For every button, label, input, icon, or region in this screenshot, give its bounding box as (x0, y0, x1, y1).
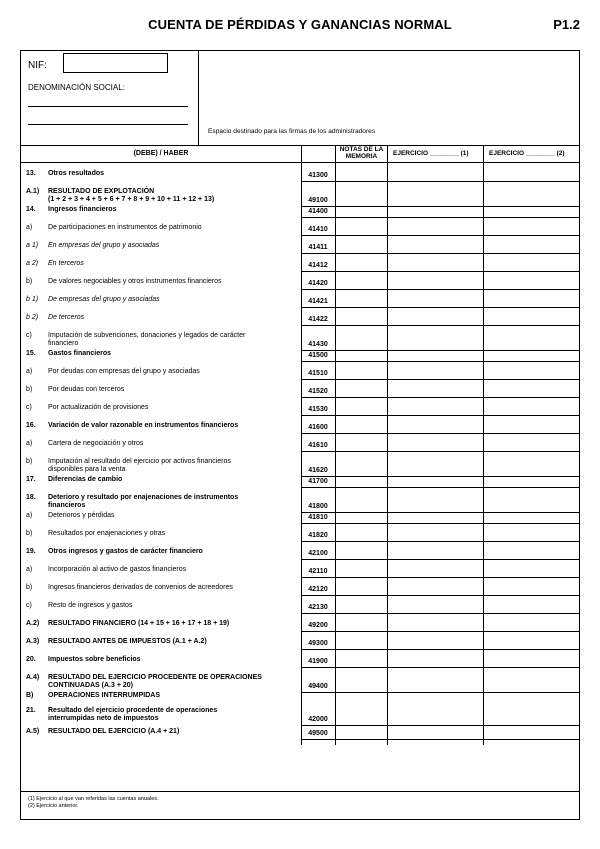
code-cell (301, 704, 335, 726)
row-number: a) (26, 440, 33, 447)
row-code: 41410 (308, 226, 328, 233)
row-number: a 1) (26, 242, 39, 249)
code-cell (301, 671, 335, 693)
row-code: 42100 (308, 550, 328, 557)
ejercicio-2-cell[interactable] (483, 635, 579, 650)
row-label-text: De empresas del grupo y asociadas (48, 296, 160, 303)
row-number: b 2) (26, 314, 39, 321)
ejercicio-1-cell[interactable] (387, 401, 483, 416)
row-label (48, 476, 122, 484)
row-label (48, 584, 233, 592)
code-cell (301, 365, 335, 380)
ejercicio-2-cell[interactable] (483, 275, 579, 290)
header-section (21, 51, 579, 146)
code-cell (301, 509, 335, 524)
ejercicio-2-cell[interactable] (483, 293, 579, 308)
row-label-text-2: (1 + 2 + 3 + 4 + 5 + 6 + 7 + 8 + 9 + 10 + 11 + 12 + 13) (48, 196, 215, 203)
code-cell (301, 545, 335, 560)
row-number: 18. (26, 494, 36, 501)
row-label (48, 728, 179, 736)
row-label (48, 170, 104, 178)
row-code: 42000 (308, 716, 328, 723)
row-label (48, 638, 207, 646)
ejercicio-1-cell[interactable] (387, 167, 483, 182)
row-code: 42120 (308, 586, 328, 593)
row-number: 21. (26, 707, 36, 714)
row-label-text: En terceros (48, 260, 84, 267)
code-cell (301, 617, 335, 632)
ejercicio-2-cell[interactable] (483, 221, 579, 236)
row-label (48, 278, 222, 286)
row-number: a 2) (26, 260, 39, 267)
row-label-text: RESULTADO ANTES DE IMPUESTOS (A.1 + A.2) (48, 638, 207, 645)
company-box (21, 51, 199, 145)
ejercicio-1-cell[interactable] (387, 257, 483, 272)
row-label-text: Incorporación al activo de gastos financieros (48, 566, 187, 573)
ejercicio-1-cell[interactable] (387, 365, 483, 380)
row-code: 41530 (308, 406, 328, 413)
ejercicio-2-cell[interactable] (483, 473, 579, 488)
column-divider (387, 145, 388, 745)
notes-cell[interactable] (335, 437, 387, 452)
row-code: 41510 (308, 370, 328, 377)
code-cell (301, 419, 335, 434)
ejercicio-1-cell[interactable] (387, 527, 483, 542)
col-notas: NOTAS DE LA MEMORIA (335, 145, 387, 162)
ejercicio-1-cell[interactable] (387, 239, 483, 254)
ejercicio-1-cell[interactable] (387, 653, 483, 668)
row-label-text: Resultados por enajenaciones y otras (48, 530, 166, 537)
row-label (48, 494, 238, 510)
notes-cell[interactable] (335, 635, 387, 650)
row-code: 41500 (308, 352, 328, 359)
ejercicio-1-cell[interactable] (387, 581, 483, 596)
code-cell (301, 311, 335, 326)
row-label-text: RESULTADO DEL EJERCICIO PROCEDENTE DE OPERACIONES (48, 674, 262, 681)
notes-cell[interactable] (335, 563, 387, 578)
ejercicio-2-cell[interactable] (483, 617, 579, 632)
notes-cell[interactable] (335, 509, 387, 524)
notes-cell[interactable] (335, 239, 387, 254)
row-code: 41800 (308, 503, 328, 510)
row-label (48, 260, 84, 268)
row-label-text: De participaciones en instrumentos de patrimonio (48, 224, 202, 231)
row-label (48, 296, 160, 304)
notes-cell[interactable] (335, 221, 387, 236)
ejercicio-2-cell[interactable] (483, 419, 579, 434)
row-code: 41420 (308, 280, 328, 287)
ejercicio-2-cell[interactable] (483, 257, 579, 272)
notes-cell[interactable] (335, 167, 387, 182)
footnote-1: (1) Ejercicio al que van referidas las cuentas anuales. (28, 796, 159, 802)
row-label (48, 206, 116, 214)
ejercicio-1-cell[interactable] (387, 293, 483, 308)
row-label-text: Por deudas con empresas del grupo y asociadas (48, 368, 200, 375)
code-cell (301, 473, 335, 488)
code-cell (301, 347, 335, 362)
row-number: A.4) (26, 674, 40, 681)
denominacion-label: DENOMINACIÓN SOCIAL: (28, 83, 125, 92)
row-code: 41610 (308, 442, 328, 449)
row-code: 49400 (308, 683, 328, 690)
row-number: a) (26, 368, 33, 375)
row-label (48, 332, 245, 348)
row-code: 41300 (308, 172, 328, 179)
row-label-text-2: financiero (48, 340, 79, 347)
ejercicio-2-cell[interactable] (483, 203, 579, 218)
row-number: A.1) (26, 188, 40, 195)
ejercicio-1-cell[interactable] (387, 311, 483, 326)
row-label-text: RESULTADO FINANCIERO (14 + 15 + 16 + 17 + 18 + 19) (48, 620, 230, 627)
ejercicio-2-cell[interactable] (483, 671, 579, 693)
code-cell (301, 527, 335, 542)
notes-cell[interactable] (335, 419, 387, 434)
code-cell (301, 203, 335, 218)
code-cell (301, 383, 335, 398)
ejercicio-2-cell[interactable] (483, 527, 579, 542)
row-label (48, 368, 200, 376)
notes-cell[interactable] (335, 671, 387, 693)
row-label-text: Gastos financieros (48, 350, 112, 357)
notes-cell[interactable] (335, 383, 387, 398)
ejercicio-2-cell[interactable] (483, 725, 579, 740)
row-number: B) (26, 692, 34, 699)
row-label-text: Cartera de negociación y otros (48, 440, 144, 447)
row-code: 49100 (308, 197, 328, 204)
row-label (48, 602, 132, 610)
code-cell (301, 599, 335, 614)
row-label-text: Ingresos financieros (48, 206, 117, 213)
ejercicio-1-cell[interactable] (387, 347, 483, 362)
row-label (48, 674, 262, 690)
ejercicio-2-cell[interactable] (483, 599, 579, 614)
ejercicio-1-cell[interactable] (387, 563, 483, 578)
notes-cell[interactable] (335, 653, 387, 668)
row-label-text: RESULTADO DE EXPLOTACIÓN (48, 188, 155, 195)
notes-cell[interactable] (335, 581, 387, 596)
ejercicio-2-cell[interactable] (483, 653, 579, 668)
code-cell (301, 437, 335, 452)
row-label-text-2: CONTINUADAS (A.3 + 20) (48, 682, 133, 689)
row-label (48, 404, 148, 412)
ejercicio-1-cell[interactable] (387, 437, 483, 452)
row-code: 41820 (308, 532, 328, 539)
ejercicio-1-cell[interactable] (387, 221, 483, 236)
row-label-text: Diferencias de cambio (48, 476, 123, 483)
notes-cell[interactable] (335, 257, 387, 272)
row-label (48, 386, 124, 394)
row-label-text: RESULTADO DEL EJERCICIO (A.4 + 21) (48, 728, 180, 735)
ejercicio-1-cell[interactable] (387, 473, 483, 488)
row-label-text: Deterioro y resultado por enajenaciones de instrumentos (48, 494, 239, 501)
row-number: 14. (26, 206, 36, 213)
ejercicio-1-cell[interactable] (387, 383, 483, 398)
notes-cell[interactable] (335, 293, 387, 308)
ejercicio-2-cell[interactable] (483, 704, 579, 726)
row-code: 41411 (308, 244, 328, 251)
row-label-text: Resultado del ejercicio procedente de operaciones (48, 707, 218, 714)
notes-cell[interactable] (335, 473, 387, 488)
page-title: CUENTA DE PÉRDIDAS Y GANANCIAS NORMAL (148, 17, 452, 32)
row-number: a) (26, 512, 33, 519)
row-label (48, 566, 186, 574)
row-code: 49200 (308, 622, 328, 629)
ejercicio-1-cell[interactable] (387, 725, 483, 740)
row-number: 17. (26, 476, 36, 483)
row-label (48, 242, 159, 250)
row-code: 41810 (308, 514, 328, 521)
code-cell (301, 239, 335, 254)
ejercicio-2-cell[interactable] (483, 365, 579, 380)
row-code: 41421 (308, 298, 328, 305)
row-label (48, 458, 231, 474)
ejercicio-1-cell[interactable] (387, 275, 483, 290)
row-code: 49500 (308, 730, 328, 737)
ejercicio-1-cell[interactable] (387, 203, 483, 218)
footnotes (28, 796, 159, 810)
row-label (48, 350, 111, 358)
ejercicio-2-cell[interactable] (483, 167, 579, 182)
row-code: 41412 (308, 262, 328, 269)
ejercicio-1-cell[interactable] (387, 617, 483, 632)
row-code: 41430 (308, 341, 328, 348)
row-code: 41900 (308, 658, 328, 665)
footnote-2: (2) Ejercicio anterior. (28, 803, 79, 809)
ejercicio-2-cell[interactable] (483, 347, 579, 362)
row-number: 20. (26, 656, 36, 663)
code-cell (301, 275, 335, 290)
code-cell (301, 653, 335, 668)
notes-cell[interactable] (335, 311, 387, 326)
notes-cell[interactable] (335, 527, 387, 542)
table-row (21, 692, 579, 704)
row-number: b) (26, 278, 33, 285)
row-number: A.3) (26, 638, 40, 645)
row-label-text-2: interrumpidas neto de impuestos (48, 715, 159, 722)
col-debe-haber: (DEBE) / HABER (133, 150, 189, 157)
row-number: 16. (26, 422, 36, 429)
footer-divider (21, 791, 579, 792)
row-code: 49300 (308, 640, 328, 647)
row-label-text: Por deudas con terceros (48, 386, 125, 393)
code-cell (301, 725, 335, 740)
ejercicio-2-cell[interactable] (483, 239, 579, 254)
row-label-text: Por actualización de provisiones (48, 404, 149, 411)
row-label-text: Otros resultados (48, 170, 105, 177)
row-label (48, 707, 217, 723)
row-number: b 1) (26, 296, 39, 303)
row-label (48, 620, 229, 628)
row-label (48, 188, 214, 204)
row-code: 41520 (308, 388, 328, 395)
nif-label: NIF: (28, 60, 47, 71)
code-cell (301, 635, 335, 650)
code-cell (301, 221, 335, 236)
ejercicio-1-cell[interactable] (387, 704, 483, 726)
row-label-text: Impuestos sobre beneficios (48, 656, 141, 663)
row-number: b) (26, 584, 33, 591)
ejercicio-1-cell[interactable] (387, 599, 483, 614)
notes-cell[interactable] (335, 725, 387, 740)
ejercicio-2-cell[interactable] (483, 437, 579, 452)
notes-cell[interactable] (335, 275, 387, 290)
row-label (48, 440, 143, 448)
ejercicio-2-cell[interactable] (483, 563, 579, 578)
ejercicio-1-cell[interactable] (387, 671, 483, 693)
row-label-text: Variación de valor razonable en instrumentos financieros (48, 422, 239, 429)
ejercicio-2-cell[interactable] (483, 545, 579, 560)
denominacion-line-2[interactable] (28, 124, 188, 125)
row-number: 15. (26, 350, 36, 357)
col-ejercicio-2: EJERCICIO ________ (2) (483, 145, 579, 162)
row-label (48, 422, 238, 430)
row-code: 41700 (308, 478, 328, 485)
ejercicio-1-cell[interactable] (387, 545, 483, 560)
row-number: 19. (26, 548, 36, 555)
code-cell (301, 563, 335, 578)
row-number: b) (26, 458, 33, 465)
ejercicio-1-cell[interactable] (387, 509, 483, 524)
row-number: c) (26, 332, 32, 339)
ejercicio-2-cell[interactable] (483, 509, 579, 524)
row-code: 41422 (308, 316, 328, 323)
row-label-text: Ingresos financieros derivados de convenios de acreedores (48, 584, 233, 591)
row-number: A.2) (26, 620, 40, 627)
column-divider (483, 145, 484, 745)
code-cell (301, 581, 335, 596)
form-code: P1.2 (553, 17, 580, 32)
firmas-label: Espacio destinado para las firmas de los administradores (208, 128, 376, 135)
ejercicio-2-cell[interactable] (483, 581, 579, 596)
denominacion-line-1[interactable] (28, 106, 188, 107)
row-code: 41620 (308, 467, 328, 474)
row-label (48, 548, 203, 556)
row-label-text: De valores negociables y otros instrumentos financieros (48, 278, 222, 285)
form-frame (20, 50, 580, 820)
nif-input[interactable] (63, 53, 168, 73)
notes-cell[interactable] (335, 545, 387, 560)
ejercicio-2-cell[interactable] (483, 401, 579, 416)
code-cell (301, 257, 335, 272)
row-label-text-2: disponibles para la venta (48, 466, 126, 473)
notes-cell[interactable] (335, 203, 387, 218)
row-number: b) (26, 386, 33, 393)
row-number: b) (26, 530, 33, 537)
row-number: a) (26, 224, 33, 231)
header-divider (21, 162, 579, 163)
row-label-text: OPERACIONES INTERRUMPIDAS (48, 692, 161, 699)
row-code: 41400 (308, 208, 328, 215)
row-label-text-2: financieros (48, 502, 86, 509)
row-number: 13. (26, 170, 36, 177)
row-label (48, 530, 165, 538)
code-cell (301, 293, 335, 308)
row-label (48, 314, 84, 322)
row-number: A.5) (26, 728, 40, 735)
column-divider (301, 145, 302, 745)
notes-cell[interactable] (335, 704, 387, 726)
row-number: c) (26, 602, 32, 609)
col-ejercicio-1: EJERCICIO ________ (1) (387, 145, 483, 162)
notes-cell[interactable] (335, 617, 387, 632)
code-cell (301, 401, 335, 416)
row-label-text: Imputación al resultado del ejercicio por activos financieros (48, 458, 231, 465)
ejercicio-1-cell[interactable] (387, 635, 483, 650)
row-label-text: En empresas del grupo y asociadas (48, 242, 160, 249)
row-code: 42110 (308, 568, 328, 575)
row-code: 42130 (308, 604, 328, 611)
ejercicio-2-cell[interactable] (483, 311, 579, 326)
row-label (48, 656, 141, 664)
row-label (48, 224, 202, 232)
row-code: 41600 (308, 424, 328, 431)
column-divider (335, 145, 336, 745)
ejercicio-1-cell[interactable] (387, 419, 483, 434)
ejercicio-2-cell[interactable] (483, 383, 579, 398)
row-label-text: Resto de ingresos y gastos (48, 602, 133, 609)
notes-cell[interactable] (335, 365, 387, 380)
row-number: c) (26, 404, 32, 411)
notes-cell[interactable] (335, 401, 387, 416)
row-label-text: Deterioros y pérdidas (48, 512, 115, 519)
row-label (48, 512, 115, 520)
code-cell (301, 167, 335, 182)
row-label-text: De terceros (48, 314, 85, 321)
row-number: a) (26, 566, 33, 573)
row-label-text: Imputación de subvenciones, donaciones y legados de carácter (48, 332, 246, 339)
row-label (48, 692, 160, 700)
notes-cell[interactable] (335, 347, 387, 362)
row-label-text: Otros ingresos y gastos de carácter financiero (48, 548, 203, 555)
notes-cell[interactable] (335, 599, 387, 614)
